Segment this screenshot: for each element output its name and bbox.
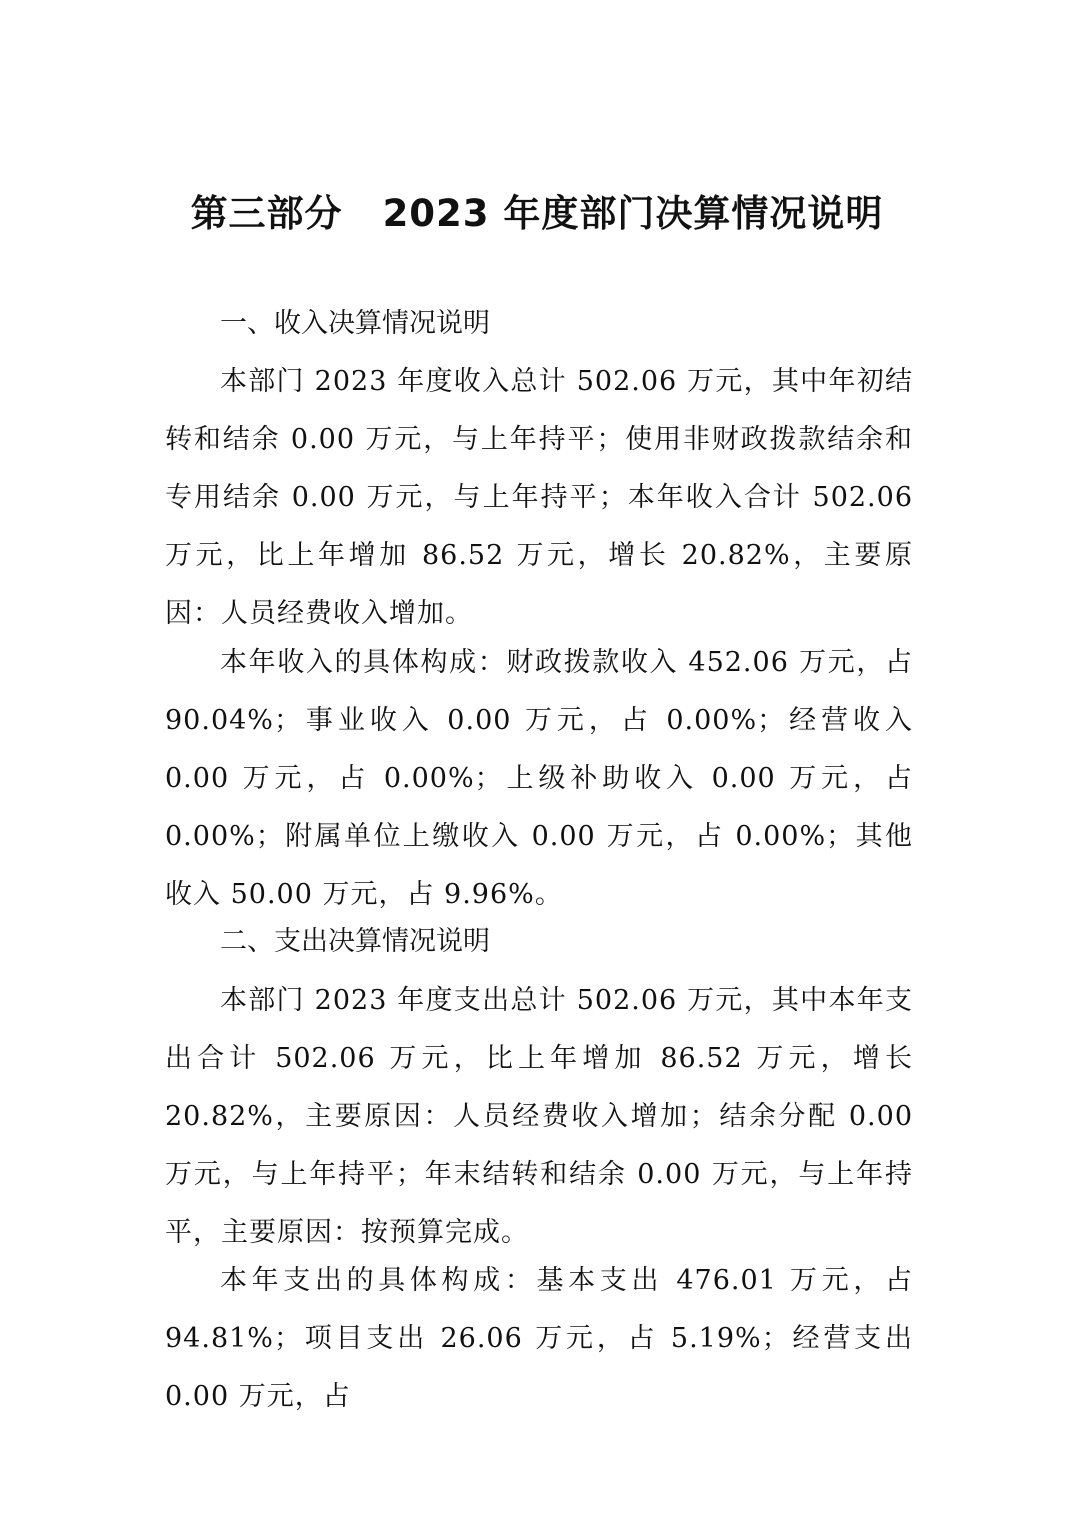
page-title xyxy=(0,188,1074,240)
section-heading-expenditure: 二、支出决算情况说明 xyxy=(220,926,490,957)
title-part: 第三部分 xyxy=(190,192,343,235)
paragraph-income-summary: 本部门 2023 年度收入总计 502.06 万元，其中年初结转和结余 0.00 万元，与上年持平；使用非财政拨款结余和专用结余 0.00 万元，与上年持平；本年收入合计 502.06 万元，比上年增加 86.52 万元，增长 20.82%，主要原因：人员经费收入增加。 xyxy=(165,366,913,629)
title-main: 2023 年度部门决算情况说明 xyxy=(382,192,884,235)
section-heading-income: 一、收入决算情况说明 xyxy=(220,308,490,339)
paragraph-income-composition: 本年收入的具体构成：财政拨款收入 452.06 万元，占 90.04%；事业收入 0.00 万元，占 0.00%；经营收入 0.00 万元，占 0.00%；上级补助收入 0.00 万元，占 0.00%；附属单位上缴收入 0.00 万元，占 0.00%；其他收入 50.00 万元，占 9.96%。 xyxy=(165,647,913,910)
paragraph-expenditure-composition: 本年支出的具体构成：基本支出 476.01 万元，占 94.81%；项目支出 26.06 万元，占 5.19%；经营支出 0.00 万元，占 xyxy=(165,1265,913,1412)
paragraph-expenditure-summary: 本部门 2023 年度支出总计 502.06 万元，其中本年支出合计 502.06 万元，比上年增加 86.52 万元，增长 20.82%，主要原因：人员经费收入增加；结余分配 0.00 万元，与上年持平；年末结转和结余 0.00 万元，与上年持平，主要原因：按预算完成。 xyxy=(165,985,913,1248)
